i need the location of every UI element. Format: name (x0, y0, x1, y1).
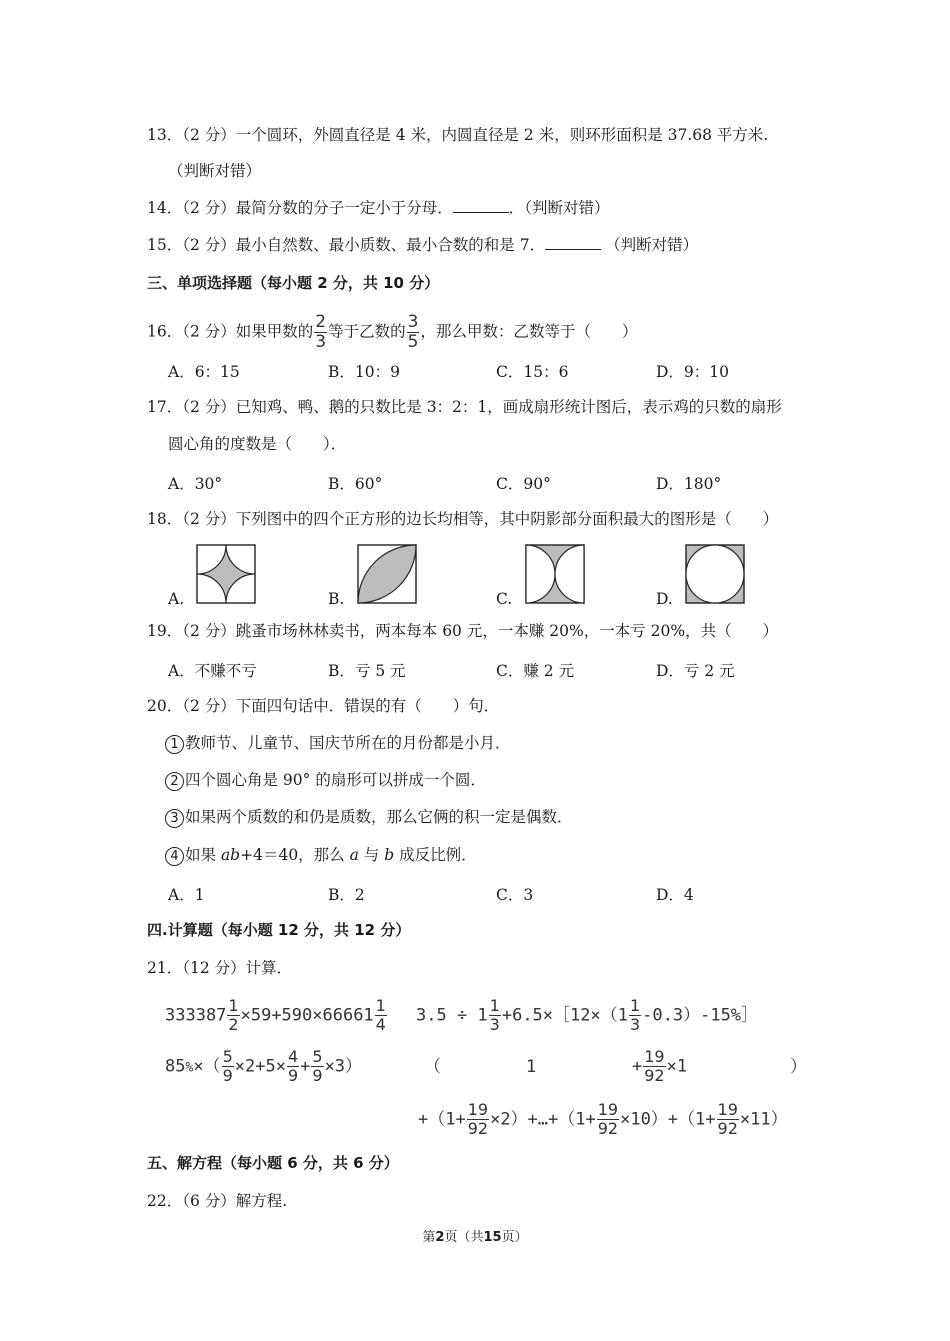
figure-a-four-quarter-circles (196, 544, 256, 604)
q17-option-c: C．90° (496, 475, 551, 493)
q18-option-a: A. (168, 590, 185, 608)
page-number: 2 (435, 1230, 445, 1245)
q18-option-d: D. (656, 590, 673, 608)
section-4-title: 四.计算题（每小题 12 分，共 12 分） (147, 921, 411, 939)
fraction-2-3: $\frac{2}{3}$ (315, 312, 327, 352)
q20-option-d: D．4 (656, 886, 694, 904)
circled-number-2: 2 (165, 772, 184, 791)
question-13: 13．（2 分）一个圆环，外圆直径是 4 米，内圆直径是 2 米，则环形面积是 37.68 平方米. (147, 126, 769, 144)
expression-5: +（1+ $\frac{19}{92}$ ×2）+…+（1+ $\frac{19}{92}$ ×10）+（1+ $\frac{19}{92}$ ×11） (418, 1100, 788, 1138)
question-14-text: 14．（2 分）最简分数的分子一定小于分母． (147, 199, 453, 217)
question-17-line2: 圆心角的度数是（ ）． (168, 435, 347, 453)
question-16-mid: 等于乙数的 (328, 322, 406, 341)
expression-3: 85%×（ $\frac{5}{9}$ ×2+5× $\frac{4}{9}$ + $\frac{5}{9}$ ×3） (165, 1047, 363, 1085)
answer-blank (545, 235, 601, 250)
question-18: 18．（2 分）下列图中的四个正方形的边长均相等，其中阴影部分面积最大的图形是（ ） (147, 510, 779, 528)
q20-option-b: B．2 (328, 886, 365, 904)
q16-option-a: A．6：15 (168, 363, 240, 381)
q17-option-a: A．30° (168, 475, 223, 493)
expression-4-close-paren: ） (790, 1057, 807, 1077)
q18-option-b: B. (328, 590, 345, 608)
statement-1: 1 教师节、儿童节、国庆节所在的月份都是小月． (165, 733, 511, 754)
question-14 (147, 198, 610, 218)
circled-number-1: 1 (165, 735, 184, 754)
statement-2: 2 四个圆心角是 90° 的扇形可以拼成一个圆． (165, 770, 486, 791)
q19-option-c: C．赚 2 元 (496, 662, 575, 680)
section-3-title: 三、单项选择题（每小题 2 分，共 10 分） (147, 274, 440, 292)
expression-4-term: + $\frac{19}{92}$ ×1 (632, 1047, 688, 1085)
question-15-text: 15．（2 分）最小自然数、最小质数、最小合数的和是 7． (147, 236, 546, 254)
question-15-suffix: （判断对错） (605, 236, 699, 254)
question-17: 17．（2 分）已知鸡、鸭、鹅的只数比是 3：2：1，画成扇形统计图后，表示鸡的只数的扇形 (147, 398, 782, 416)
q19-option-b: B．亏 5 元 (328, 662, 406, 680)
statement-3: 3 如果两个质数的和仍是质数，那么它俩的积一定是偶数． (165, 807, 573, 828)
expression-4-one: 1 (526, 1057, 537, 1077)
question-16 (147, 313, 637, 352)
q16-option-b: B．10：9 (328, 363, 400, 381)
question-16-post: ，那么甲数：乙数等于（ ） (420, 322, 638, 341)
answer-blank (453, 198, 509, 213)
q16-option-d: D．9：10 (656, 363, 730, 381)
circled-number-3: 3 (165, 809, 184, 828)
question-22: 22．（6 分）解方程. (147, 1192, 288, 1210)
q20-option-a: A．1 (168, 886, 205, 904)
q17-option-d: D．180° (656, 475, 722, 493)
question-20: 20．（2 分）下面四句话中．错误的有（ ）句． (147, 697, 500, 715)
question-14-suffix: ．（判断对错） (508, 199, 610, 217)
figure-c-two-semicircles (525, 544, 585, 604)
q16-option-c: C．15：6 (496, 363, 569, 381)
figure-d-inscribed-circle (685, 544, 745, 604)
q20-option-c: C．3 (496, 886, 534, 904)
statement-4: 4 如果 ab+4＝40，那么 a 与 b 成反比例． (165, 845, 477, 866)
expression-2: 3.5 ÷ 1 $\frac{1}{3}$ +6.5×［12×（1 $\frac{1}{3}$ -0.3）-15%］ (416, 996, 759, 1034)
question-19: 19．（2 分）跳蚤市场林林卖书，两本每本 60 元，一本赚 20%，一本亏 20%，共（ ） (147, 622, 779, 640)
figure-b-leaf-shape (357, 544, 417, 604)
q17-option-b: B．60° (328, 475, 383, 493)
page-footer: 第2页（共15页） (422, 1230, 528, 1245)
expression-4-open-paren: （ (424, 1057, 441, 1077)
question-13-tail: （判断对错） (168, 162, 262, 180)
fraction-3-5: $\frac{3}{5}$ (407, 312, 419, 352)
q19-option-a: A．不赚不亏 (168, 662, 257, 680)
q18-option-c: C. (496, 590, 513, 608)
question-16-pre: 16．（2 分）如果甲数的 (147, 322, 314, 341)
question-15 (147, 235, 698, 255)
q19-option-d: D．亏 2 元 (656, 662, 735, 680)
circled-number-4: 4 (165, 847, 184, 866)
expression-1: 333387 $\frac{1}{2}$ ×59+590×66661 $\frac{1}{4}$ (165, 996, 386, 1034)
question-21: 21．（12 分）计算． (147, 959, 293, 977)
total-pages: 15 (483, 1230, 502, 1245)
section-5-title: 五、解方程（每小题 6 分，共 6 分） (147, 1154, 399, 1172)
